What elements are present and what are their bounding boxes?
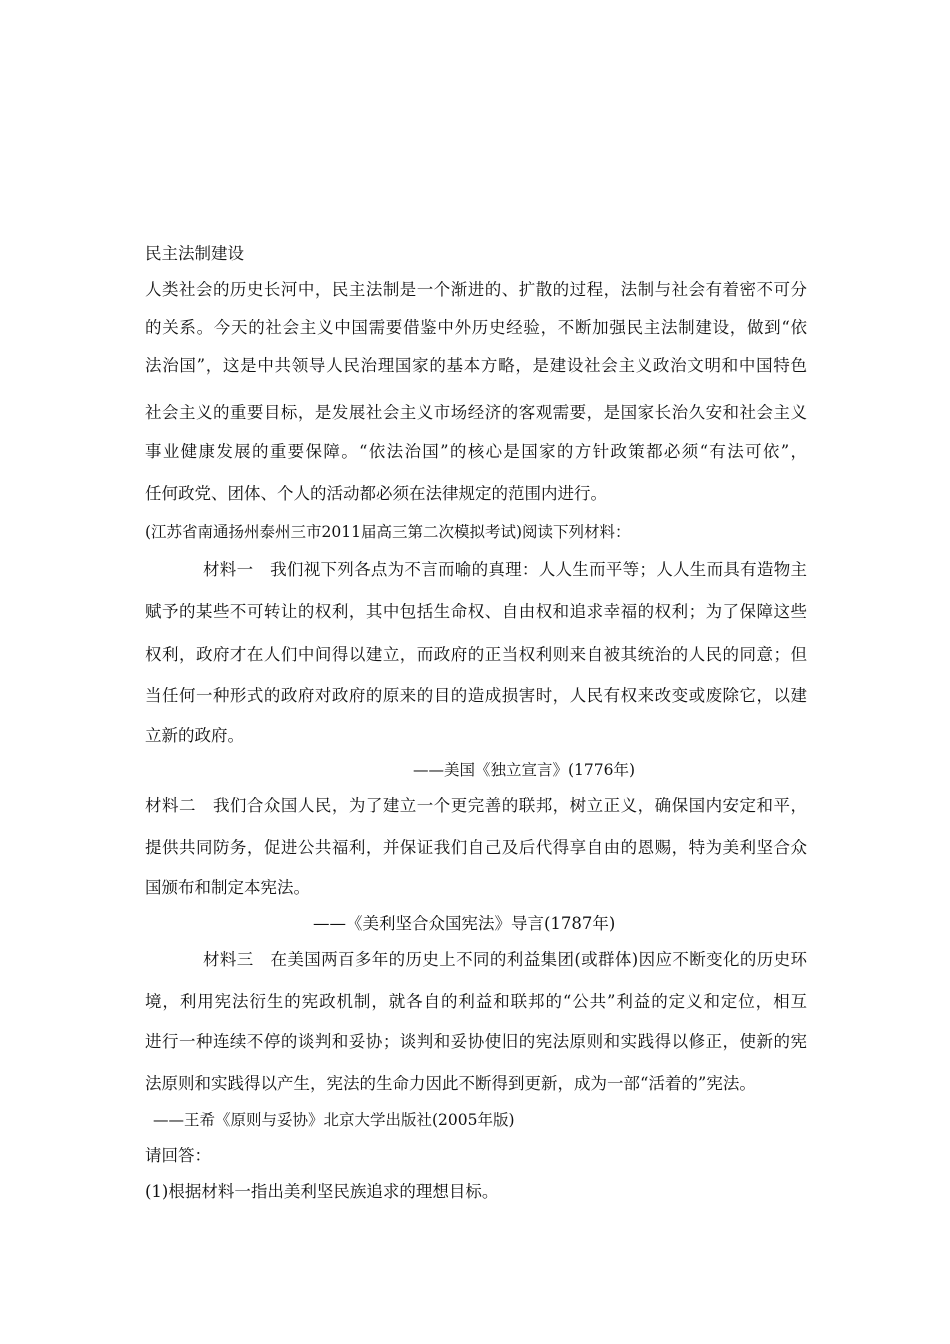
question-source: (江苏省南通扬州泰州三市2011届高三第二次模拟考试)阅读下列材料： — [145, 523, 631, 541]
material3-line: 境，利用宪法衍生的宪政机制，就各自的利益和联邦的“公共”利益的定义和定位，相互 — [145, 992, 807, 1011]
intro-line: 事业健康发展的重要保障。“依法治国”的核心是国家的方针政策都必须“有法可依”， — [145, 442, 807, 461]
material2-line: 国颁布和制定本宪法。 — [145, 878, 310, 897]
answer-prompt: 请回答： — [145, 1146, 211, 1165]
material3-line: 进行一种连续不停的谈判和妥协；谈判和妥协使旧的宪法原则和实践得以修正，使新的宪 — [145, 1032, 807, 1051]
material1-line: 材料一 我们视下列各点为不言而喻的真理：人人生而平等；人人生而具有造物主 — [203, 560, 807, 579]
intro-line: 社会主义的重要目标，是发展社会主义市场经济的客观需要，是国家长治久安和社会主义 — [145, 403, 807, 422]
material2-line: 提供共同防务，促进公共福利，并保证我们自己及后代得享自由的恩赐，特为美利坚合众 — [145, 838, 807, 857]
material2-line: 材料二 我们合众国人民，为了建立一个更完善的联邦，树立正义，确保国内安定和平， — [145, 796, 807, 815]
intro-line: 的关系。今天的社会主义中国需要借鉴中外历史经验，不断加强民主法制建设，做到“依 — [145, 318, 807, 337]
material3-line: 材料三 在美国两百多年的历史上不同的利益集团(或群体)因应不断变化的历史环 — [203, 950, 807, 969]
material1-citation: ——美国《独立宣言》(1776年) — [413, 761, 636, 779]
material1-line: 权利，政府才在人们中间得以建立，而政府的正当权利则来自被其统治的人民的同意；但 — [145, 645, 807, 664]
question-1: (1)根据材料一指出美利坚民族追求的理想目标。 — [145, 1182, 499, 1201]
material1-line: 立新的政府。 — [145, 726, 244, 745]
material3-citation: ——王希《原则与妥协》北京大学出版社(2005年版) — [153, 1111, 515, 1129]
material1-line: 当任何一种形式的政府对政府的原来的目的造成损害时，人民有权来改变或废除它，以建 — [145, 686, 807, 705]
intro-line: 任何政党、团体、个人的活动都必须在法律规定的范围内进行。 — [145, 484, 607, 503]
material1-line: 赋予的某些不可转让的权利，其中包括生命权、自由权和追求幸福的权利；为了保障这些 — [145, 602, 807, 621]
material3-line: 法原则和实践得以产生，宪法的生命力因此不断得到更新，成为一部“活着的”宪法。 — [145, 1074, 756, 1093]
document-title: 民主法制建设 — [145, 244, 244, 263]
intro-line: 人类社会的历史长河中，民主法制是一个渐进的、扩散的过程，法制与社会有着密不可分 — [145, 280, 807, 299]
material2-citation: ——《美利坚合众国宪法》导言(1787年) — [313, 914, 616, 933]
intro-line: 法治国”，这是中共领导人民治理国家的基本方略，是建设社会主义政治文明和中国特色 — [145, 356, 807, 375]
